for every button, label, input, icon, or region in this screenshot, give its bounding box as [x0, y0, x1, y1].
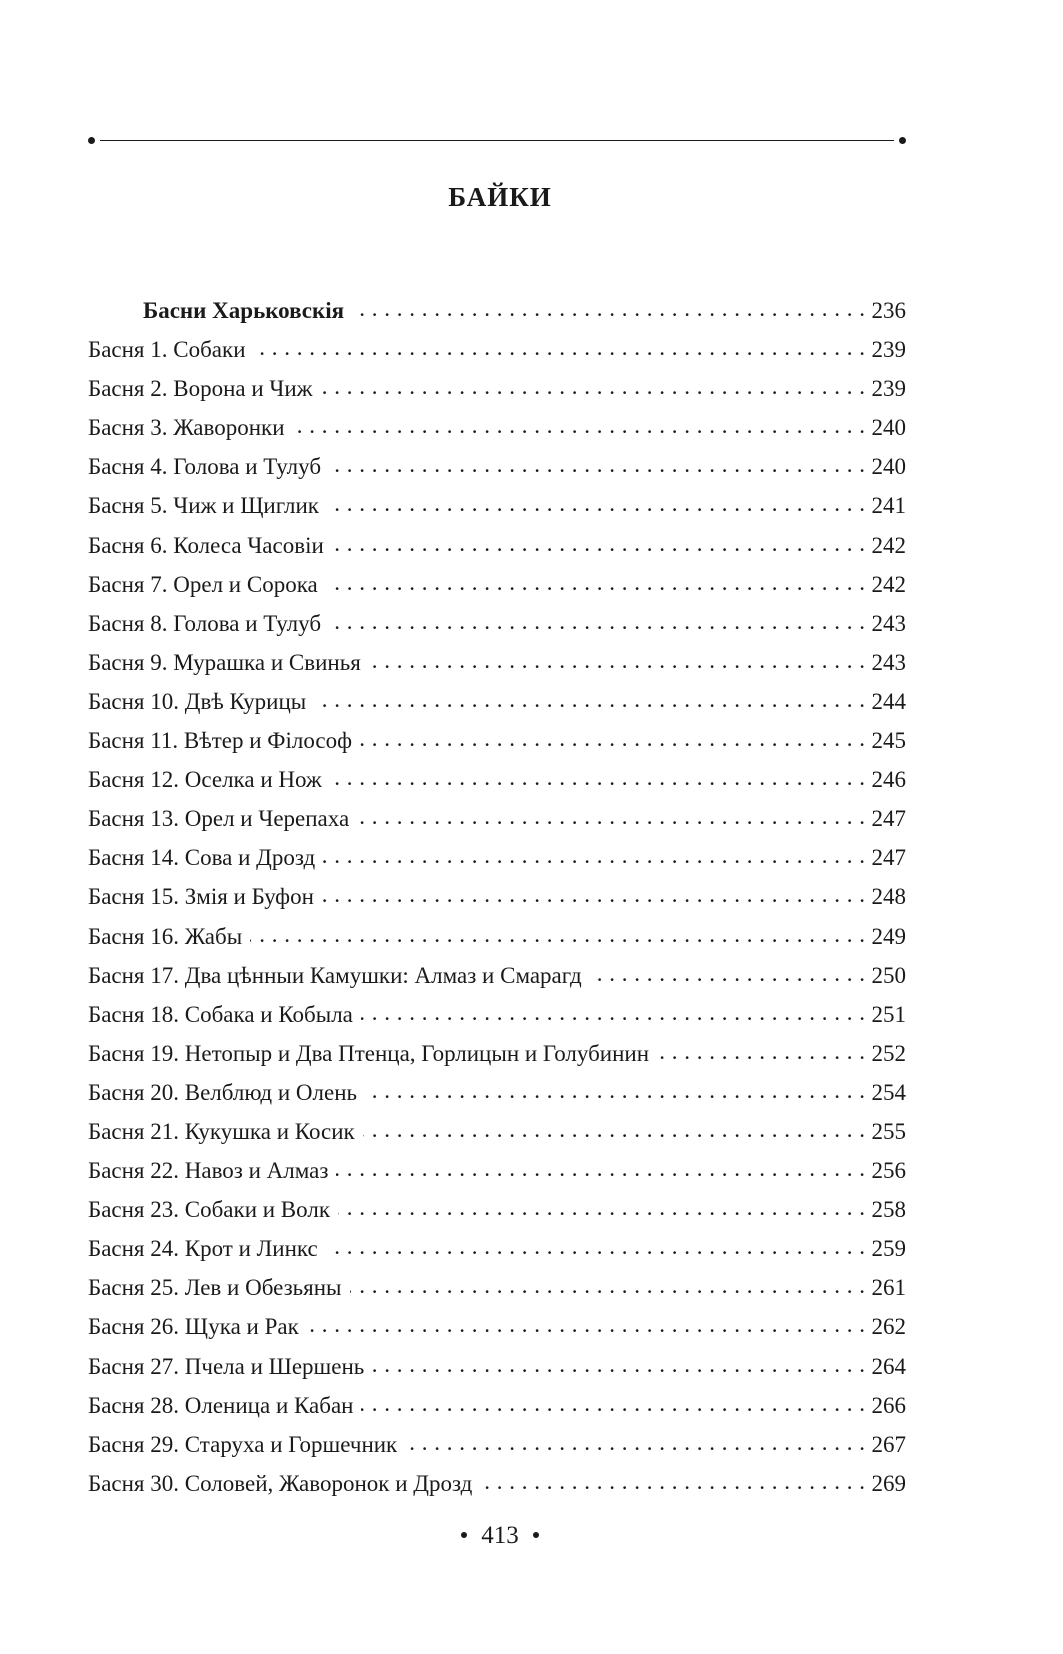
toc-entry-page: 261 — [871, 1275, 906, 1301]
toc-entry-page: 241 — [871, 493, 906, 519]
toc-leader-dots — [365, 1071, 865, 1110]
toc-entry-row[interactable] — [88, 1073, 906, 1112]
toc-entry-page: 244 — [871, 688, 906, 714]
toc-entry-row[interactable] — [88, 330, 906, 369]
toc-entry-title: Басня 28. Оленица и Кабан — [88, 1392, 354, 1418]
toc-entry-row[interactable] — [88, 721, 906, 760]
toc-entry-title: Басня 2. Ворона и Чиж — [88, 376, 313, 402]
toc-entry-row[interactable] — [88, 760, 906, 799]
toc-leader-dots — [293, 406, 866, 445]
toc-entry-title: Басня 12. Оселка и Нож — [88, 767, 322, 793]
toc-entry-row[interactable] — [88, 1229, 906, 1268]
toc-entry-page: 266 — [871, 1392, 906, 1418]
toc-entry-title: Басня 4. Голова и Тулуб — [88, 454, 322, 480]
toc-entry-page: 248 — [871, 884, 906, 910]
toc-entry-title: Басня 27. Пчела и Шершень — [88, 1353, 365, 1379]
toc-leader-dots — [369, 641, 866, 680]
toc-entry-row[interactable] — [88, 682, 906, 721]
toc-entry-title: Басня 10. Двѣ Курицы — [88, 688, 307, 714]
page-folio — [0, 1522, 1000, 1550]
toc-leader-dots — [332, 524, 866, 563]
page-number: 413 — [481, 1522, 519, 1549]
table-of-contents — [88, 291, 906, 1503]
toc-entry-row[interactable] — [88, 526, 906, 565]
toc-leader-dots — [590, 954, 866, 993]
toc-entry-title: Басня 13. Орел и Черепаха — [88, 806, 350, 832]
toc-entry-row[interactable] — [88, 995, 906, 1034]
toc-heading-title: Басни Харьковскія — [143, 298, 345, 323]
toc-entry-page: 240 — [871, 454, 906, 480]
toc-entry-row[interactable] — [88, 447, 906, 486]
toc-entry-row[interactable] — [88, 1307, 906, 1346]
toc-leader-dots — [361, 1384, 865, 1423]
toc-entry-row[interactable] — [88, 1347, 906, 1386]
toc-leader-dots — [352, 289, 865, 328]
toc-entry-page: 243 — [871, 649, 906, 675]
folio-right-bullet — [533, 1532, 539, 1538]
toc-entry-page: 249 — [871, 923, 906, 949]
toc-entry-page: 262 — [871, 1314, 906, 1340]
toc-entry-row[interactable] — [88, 565, 906, 604]
toc-entry-title: Басня 14. Сова и Дрозд — [88, 845, 316, 871]
toc-entry-page: 242 — [871, 571, 906, 597]
toc-entry-row[interactable] — [88, 1464, 906, 1503]
toc-leader-dots — [329, 602, 865, 641]
toc-entry-title: Басня 24. Крот и Линкс — [88, 1236, 318, 1262]
toc-entry-row[interactable] — [88, 877, 906, 916]
toc-leader-dots — [360, 719, 865, 758]
folio-left-bullet — [461, 1532, 467, 1538]
toc-leader-dots — [338, 1188, 866, 1227]
rule-left-dot — [88, 137, 95, 144]
toc-entry-row[interactable] — [88, 1112, 906, 1151]
toc-entry-row[interactable] — [88, 956, 906, 995]
toc-entry-page: 269 — [871, 1470, 906, 1496]
toc-entry-title: Басня 3. Жаворонки — [88, 415, 285, 441]
toc-entry-title: Басня 25. Лев и Обезьяны — [88, 1275, 342, 1301]
toc-leader-dots — [254, 328, 866, 367]
toc-entry-page: 252 — [871, 1040, 906, 1066]
toc-entry-page: 239 — [871, 376, 906, 402]
top-rule — [88, 136, 906, 146]
toc-entry-title: Басня 20. Велблюд и Олень — [88, 1079, 358, 1105]
toc-entry-title: Басня 9. Мурашка и Свинья — [88, 649, 361, 675]
toc-entry-page: 255 — [871, 1118, 906, 1144]
toc-heading-page: 236 — [871, 298, 906, 323]
toc-leader-dots — [363, 1110, 866, 1149]
toc-leader-dots — [372, 1345, 865, 1384]
toc-entry-page: 243 — [871, 610, 906, 636]
toc-leader-dots — [329, 445, 865, 484]
toc-leader-dots — [326, 563, 866, 602]
toc-entry-title: Басня 8. Голова и Тулуб — [88, 610, 322, 636]
toc-entry-title: Басня 17. Два цѣнныи Камушки: Алмаз и Смарагд — [88, 962, 582, 988]
toc-entry-title: Басня 11. Вѣтер и Філософ — [88, 728, 353, 754]
toc-leader-dots — [323, 836, 865, 875]
toc-leader-dots — [326, 1227, 866, 1266]
toc-leader-dots — [322, 875, 866, 914]
toc-leader-dots — [480, 1462, 865, 1501]
toc-entry-page: 256 — [871, 1158, 906, 1184]
toc-entry-row[interactable] — [88, 408, 906, 447]
toc-entry-title: Басня 6. Колеса Часовіи — [88, 532, 324, 558]
toc-entry-page: 250 — [871, 962, 906, 988]
toc-entry-page: 267 — [871, 1431, 906, 1457]
toc-entry-row[interactable] — [88, 799, 906, 838]
toc-leader-dots — [350, 1266, 866, 1305]
toc-leader-dots — [405, 1423, 865, 1462]
toc-entry-page: 240 — [871, 415, 906, 441]
rule-right-dot — [899, 137, 906, 144]
toc-entry-page: 251 — [871, 1001, 906, 1027]
toc-entry-row[interactable] — [88, 1386, 906, 1425]
toc-leader-dots — [321, 367, 866, 406]
toc-entry-title: Басня 1. Собаки — [88, 337, 246, 363]
toc-entry-page: 264 — [871, 1353, 906, 1379]
toc-entry-title: Басня 21. Кукушка и Косик — [88, 1118, 355, 1144]
toc-entry-title: Басня 26. Щука и Рак — [88, 1314, 299, 1340]
toc-entry-title: Басня 5. Чиж и Щиглик — [88, 493, 319, 519]
toc-entry-page: 247 — [871, 806, 906, 832]
toc-entry-title: Басня 30. Соловей, Жаворонок и Дрозд — [88, 1470, 473, 1496]
toc-leader-dots — [330, 758, 866, 797]
toc-entry-row[interactable] — [88, 1268, 906, 1307]
toc-entry-title: Басня 29. Старуха и Горшечник — [88, 1431, 398, 1457]
toc-entry-title: Басня 7. Орел и Сорока — [88, 571, 318, 597]
toc-entry-title: Басня 23. Собаки и Волк — [88, 1197, 330, 1223]
section-title: БАЙКИ — [448, 182, 552, 212]
toc-entry-row[interactable] — [88, 369, 906, 408]
toc-entry-row[interactable] — [88, 604, 906, 643]
toc-entry-title: Басня 18. Собака и Кобыла — [88, 1001, 353, 1027]
rule-line — [100, 140, 894, 141]
toc-entry-row[interactable] — [88, 1425, 906, 1464]
toc-entry-page: 239 — [871, 337, 906, 363]
toc-entry-page: 246 — [871, 767, 906, 793]
toc-entry-row[interactable] — [88, 643, 906, 682]
toc-entry-page: 247 — [871, 845, 906, 871]
toc-heading-row[interactable] — [88, 291, 906, 330]
toc-entry-title: Басня 15. Змія и Буфон — [88, 884, 314, 910]
toc-entry-row[interactable] — [88, 1151, 906, 1190]
toc-entry-row[interactable] — [88, 838, 906, 877]
toc-entry-page: 259 — [871, 1236, 906, 1262]
toc-entry-page: 245 — [871, 728, 906, 754]
toc-entry-page: 242 — [871, 532, 906, 558]
toc-leader-dots — [250, 915, 865, 954]
toc-entry-title: Басня 22. Навоз и Алмаз — [88, 1158, 329, 1184]
toc-entry-page: 258 — [871, 1197, 906, 1223]
toc-leader-dots — [336, 1149, 865, 1188]
toc-entry-title: Басня 16. Жабы — [88, 923, 243, 949]
toc-leader-dots — [361, 993, 866, 1032]
toc-entry-page: 254 — [871, 1079, 906, 1105]
toc-leader-dots — [357, 797, 865, 836]
toc-leader-dots — [657, 1032, 865, 1071]
toc-entry-row[interactable] — [88, 486, 906, 525]
toc-leader-dots — [314, 680, 865, 719]
toc-entry-row[interactable] — [88, 1034, 906, 1073]
toc-leader-dots — [327, 484, 866, 523]
toc-entry-title: Басня 19. Нетопыр и Два Птенца, Горлицын и Голубинин — [88, 1040, 650, 1066]
toc-leader-dots — [307, 1305, 866, 1344]
toc-entry-row[interactable] — [88, 917, 906, 956]
toc-entry-row[interactable] — [88, 1190, 906, 1229]
